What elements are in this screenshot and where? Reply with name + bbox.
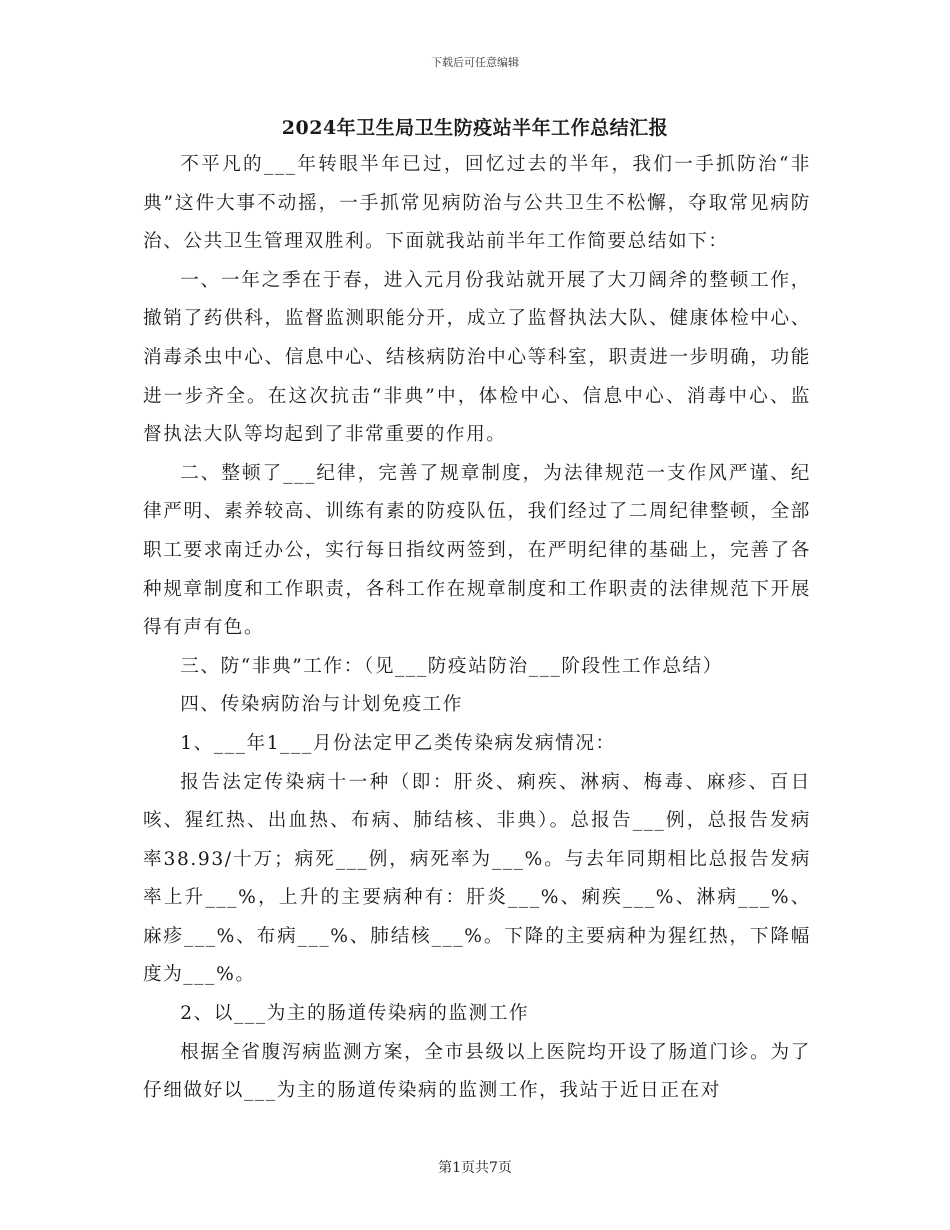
paragraph-subsection-1-heading: 1、___年1___月份法定甲乙类传染病发病情况： — [180, 732, 616, 754]
paragraph-section-1: 一、一年之季在于春，进入元月份我站就开展了大刀阔斧的整顿工作，撤销了药供科，监督监测职能分开，成立了监督执法大队、健康体检中心、消毒杀虫中心、信息中心、结核病防治中心等科室，职责进一步明确，功能进一步齐全。在这次抗击“非典”中，体检中心、信息中心、消毒中心、监督执法大队等均起到了非常重要的作用。 — [143, 269, 811, 446]
paragraph-section-3: 三、防“非典”工作：（见___防疫站防治___阶段性工作总结） — [180, 655, 723, 677]
paragraph-disease-report: 报告法定传染病十一种（即：肝炎、痢疾、淋病、梅毒、麻疹、百日咳、猩红热、出血热、布病、肺结核、非典）。总报告___例，总报告发病率38.93/十万；病死___例，病死率为___%。与去年同期相比总报告发病率上升___%，上升的主要病种有：肝炎___%、痢疾___%、淋病___%、麻疹___%、布病___%、肺结核___%。下降的主要病种为猩红热，下降幅度为___%。 — [143, 771, 811, 986]
page-header-note: 下载后可任意编辑 — [431, 56, 519, 69]
paragraph-section-4-heading: 四、传染病防治与计划免疫工作 — [180, 694, 463, 716]
paragraph-subsection-2-heading: 2、以___为主的肠道传染病的监测工作 — [180, 1003, 530, 1025]
paragraph-monitoring: 根据全省腹泻病监测方案，全市县级以上医院均开设了肠道门诊。为了仔细做好以___为主的肠道传染病的监测工作，我站于近日正在对 — [143, 1041, 811, 1102]
paragraph-section-2: 二、整顿了___纪律，完善了规章制度，为法律规范一支作风严谨、纪律严明、素养较高、训练有素的防疫队伍，我们经过了二周纪律整顿，全部职工要求南迁办公，实行每日指纹两签到，在严明纪律的基础上，完善了各种规章制度和工作职责，各科工作在规章制度和工作职责的法律规范下开展得有声有色。 — [143, 462, 811, 639]
page-footer-number: 第1页共7页 — [438, 1160, 512, 1176]
document-body — [143, 146, 811, 1111]
paragraph-intro: 不平凡的___年转眼半年已过，回忆过去的半年，我们一手抓防治“非典”这件大事不动摇，一手抓常见病防治与公共卫生不松懈，夺取常见病防治、公共卫生管理双胜利。下面就我站前半年工作简要总结如下： — [143, 154, 811, 253]
document-title: 2024年卫生局卫生防疫站半年工作总结汇报 — [281, 117, 669, 139]
